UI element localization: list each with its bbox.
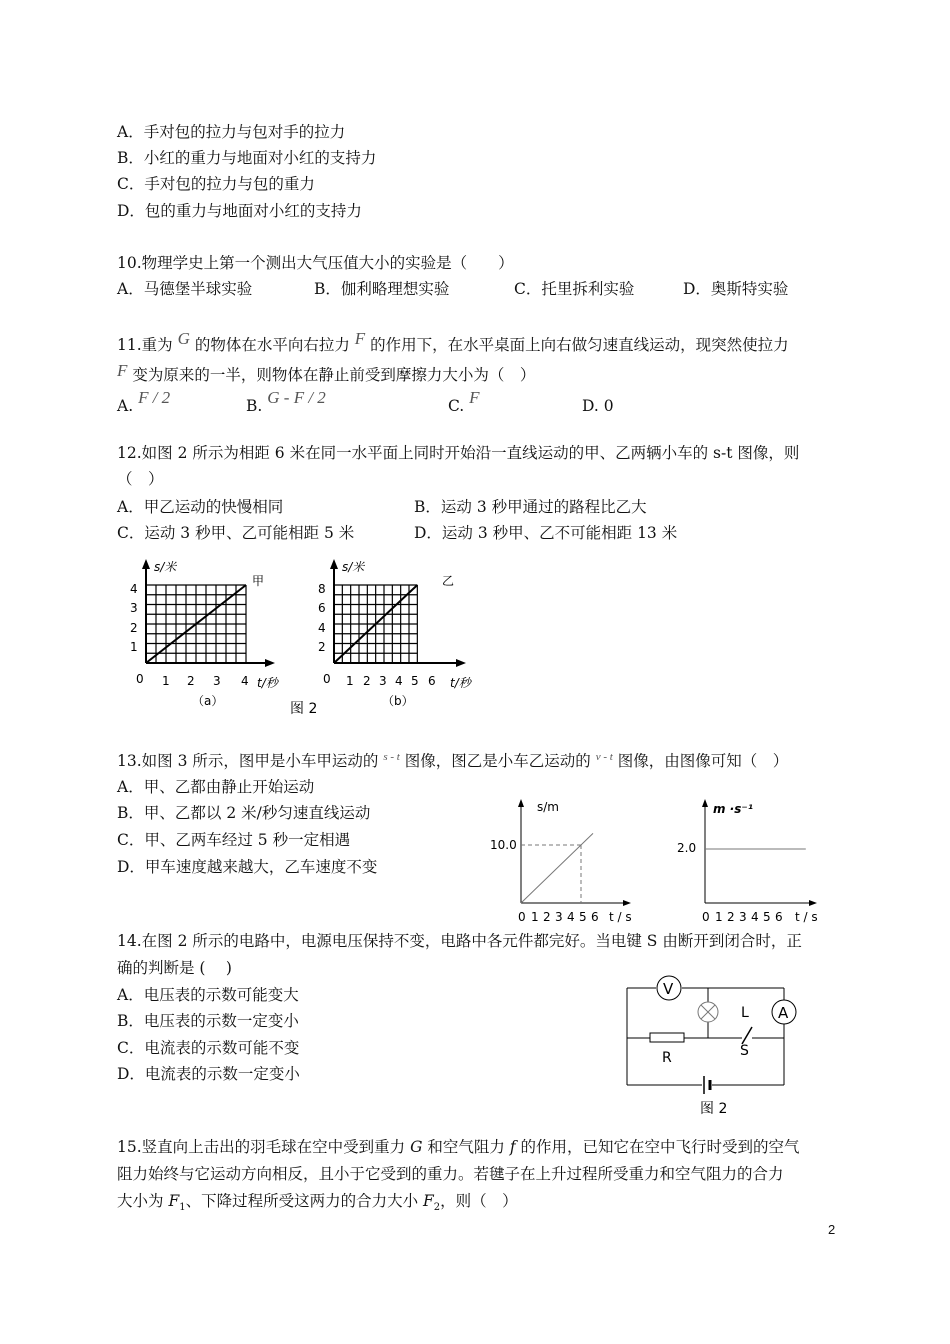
- q15-text-c: 的作用，已知它在空中飞行时受到的空气: [515, 1138, 800, 1156]
- q13-stem: [117, 750, 788, 774]
- q10-option-c: C．托里拆利实验: [514, 280, 635, 298]
- switch-icon: [742, 1027, 752, 1044]
- q10-option-b: B．伽利略理想实验: [314, 280, 450, 298]
- graph-b-origin: 0: [323, 672, 331, 686]
- q13-graph2-xlabel: t / s: [795, 910, 818, 924]
- q12-line-1: 12.如图 2 所示为相距 6 米在同一水平面上同时开始沿一直线运动的甲、乙两辆小车的 s-t 图像，则: [117, 444, 800, 462]
- q13-graph1-xtick-0: 0: [518, 910, 526, 924]
- q11-symbol-g: G: [177, 329, 190, 348]
- resistor-label: R: [662, 1050, 672, 1066]
- q13-graph1-xtick-2: 2: [543, 910, 551, 924]
- q13-graph2-y-arrow: [702, 799, 708, 807]
- q9-option-c: C．手对包的拉力与包的重力: [117, 175, 315, 193]
- q13-graph2-ytick: 2.0: [677, 841, 697, 855]
- graph-a-y-arrow: [142, 559, 150, 569]
- q13-graph1-ylabel: s/m: [537, 800, 559, 814]
- q14-line-2: 确的判断是 ( ): [117, 959, 232, 977]
- q15-line-2: 阻力始终与它运动方向相反，且小于它受到的重力。若毽子在上升过程所受重力和空气阻力的合力: [117, 1165, 784, 1183]
- q13-option-c: C．甲、乙两车经过 5 秒一定相遇: [117, 831, 351, 849]
- graph-a-ytick-4: 4: [130, 582, 138, 596]
- q11-text-c: 的作用下，在水平桌面上向右做匀速直线运动，现突然使拉力: [370, 336, 789, 354]
- ammeter-label: A: [778, 1004, 789, 1022]
- q13-figure: [485, 795, 845, 930]
- q12-option-b: B．运动 3 秒甲通过的路程比乙大: [414, 498, 647, 516]
- graph-b-xtick-4: 4: [395, 674, 403, 688]
- q13-graph2-x-arrow: [809, 900, 817, 906]
- q11-option-a: [117, 388, 171, 417]
- q15-line-3: [117, 1190, 518, 1219]
- q15-symbol-f1: F: [168, 1192, 180, 1210]
- graph-b-xtick-5: 5: [411, 674, 419, 688]
- graph-a-ytick-1: 1: [130, 640, 138, 654]
- q13-graph2-xtick-1: 1: [715, 910, 723, 924]
- q13-graph1-xtick-3: 3: [555, 910, 563, 924]
- graph-b-y-arrow: [330, 559, 338, 569]
- q14-option-c: C．电流表的示数可能不变: [117, 1039, 300, 1057]
- page-number: 2: [828, 1222, 836, 1237]
- graph-a-xtick-1: 1: [162, 674, 170, 688]
- graph-b-subcaption: （b）: [382, 694, 414, 708]
- q13-graph2-xtick-0: 0: [702, 910, 710, 924]
- graph-a-xtick-3: 3: [213, 674, 221, 688]
- q11-option-c-expr: F: [469, 388, 480, 407]
- q11-option-c-label: C.: [448, 397, 465, 415]
- q13-graph2-xtick-6: 6: [775, 910, 783, 924]
- q13-graph2-xtick-3: 3: [739, 910, 747, 924]
- q13-text-c: 图像，由图像可知（ ）: [617, 752, 789, 770]
- q12-figure: [120, 555, 500, 725]
- graph-a-name: 甲: [252, 574, 265, 588]
- q9-option-b: B．小红的重力与地面对小红的支持力: [117, 149, 377, 167]
- resistor-icon: [650, 1033, 684, 1042]
- switch-label: S: [740, 1043, 749, 1059]
- q15-text-c2: 、下降过程所受这两力的合力大小: [185, 1192, 424, 1210]
- q13-graph2-xticks: [702, 910, 783, 924]
- q11-text-a: 11.重为: [117, 336, 173, 354]
- graph-a-ytick-2: 2: [130, 621, 138, 635]
- q13-graph1-xticks: [518, 910, 599, 924]
- q14-circuit: [620, 975, 805, 1120]
- q12-option-d: D．运动 3 秒甲、乙不可能相距 13 米: [414, 524, 678, 542]
- q12-option-a: A．甲乙运动的快慢相同: [117, 498, 284, 516]
- q12-option-c: C．运动 3 秒甲、乙可能相距 5 米: [117, 524, 355, 542]
- q13-text-a: 13.如图 3 所示，图甲是小车甲运动的: [117, 752, 379, 770]
- q15-text-c3: ，则（ ）: [440, 1192, 518, 1210]
- q15-text-b: 和空气阻力: [422, 1138, 510, 1156]
- q14-option-b: B．电压表的示数一定变小: [117, 1012, 299, 1030]
- q9-option-d: D．包的重力与地面对小红的支持力: [117, 202, 362, 220]
- q13-graph1-line: [521, 833, 593, 903]
- q14-line-1: 14.在图 2 所示的电路中，电源电压保持不变，电路中各元件都完好。当电键 S 由断开到闭合时，正: [117, 932, 802, 950]
- q15-sub-2: 2: [433, 1202, 441, 1214]
- graph-a-xlabel: t/秒: [257, 676, 278, 690]
- graph-b-ylabel: s/米: [342, 560, 365, 574]
- graph-b-xtick-6: 6: [428, 674, 436, 688]
- q11-symbol-f2: F: [117, 361, 128, 380]
- q15-symbol-f: f: [509, 1138, 516, 1156]
- graph-a-x-arrow: [265, 659, 275, 667]
- q13-text-b: 图像，图乙是小车乙运动的: [404, 752, 591, 770]
- q15-text-c1: 大小为: [117, 1192, 169, 1210]
- q11-option-c: [448, 388, 480, 417]
- q13-graph1-xtick-6: 6: [591, 910, 599, 924]
- graph-a-xtick-2: 2: [187, 674, 195, 688]
- q13-graph1-xtick-5: 5: [579, 910, 587, 924]
- q11-option-a-label: A.: [117, 397, 134, 415]
- q13-graph2-xtick-5: 5: [763, 910, 771, 924]
- graph-b-xtick-1: 1: [346, 674, 354, 688]
- q15-sub-1: 1: [179, 1202, 186, 1214]
- voltmeter-label: V: [663, 980, 674, 998]
- q13-graph1-xlabel: t / s: [609, 910, 632, 924]
- graph-b-ytick-4: 4: [318, 621, 326, 635]
- q12-line-2: （ ）: [117, 470, 164, 488]
- q11-option-b-expr: G - F / 2: [267, 388, 326, 407]
- q15-symbol-f2: F: [423, 1192, 434, 1210]
- q14-option-a: A．电压表的示数可能变大: [117, 986, 299, 1004]
- graph-a-origin: 0: [136, 672, 144, 686]
- graph-b-x-arrow: [456, 659, 466, 667]
- lamp-label: L: [741, 1005, 749, 1021]
- q13-graph1-xtick-1: 1: [531, 910, 539, 924]
- q11-text-line2: 变为原来的一半，则物体在静止前受到摩擦力大小为（ ）: [132, 366, 536, 384]
- q15-text-a: 15.竖直向上击出的羽毛球在空中受到重力: [117, 1138, 411, 1156]
- graph-a-ytick-3: 3: [130, 601, 138, 615]
- q13-symbol-vt: v - t: [595, 751, 613, 763]
- graph-b-ytick-6: 6: [318, 601, 326, 615]
- q14-option-d: D．电流表的示数一定变小: [117, 1065, 300, 1083]
- q13-option-d: D．甲车速度越来越大，乙车速度不变: [117, 858, 378, 876]
- graph-b-ytick-2: 2: [318, 640, 326, 654]
- graph-b-xtick-3: 3: [379, 674, 387, 688]
- graph-a-ylabel: s/米: [154, 560, 177, 574]
- graph-b-name: 乙: [442, 574, 455, 588]
- q11-option-d: D. 0: [582, 397, 614, 415]
- q13-graph2-xtick-2: 2: [727, 910, 735, 924]
- graph-b-ytick-8: 8: [318, 582, 326, 596]
- q15-line-1: [117, 1136, 800, 1158]
- q13-graph2-xtick-4: 4: [751, 910, 759, 924]
- q13-graph1-xtick-4: 4: [567, 910, 575, 924]
- q11-option-b: [246, 388, 326, 417]
- q13-graph1-ytick: 10.0: [490, 838, 517, 852]
- q11-option-b-label: B.: [246, 397, 263, 415]
- figure-2-caption: 图 2: [290, 701, 318, 717]
- q11-text-b: 的物体在水平向右拉力: [194, 336, 350, 354]
- graph-a-subcaption: （a）: [192, 694, 224, 708]
- q13-graph1-x-arrow: [623, 900, 631, 906]
- circuit-caption: 图 2: [700, 1101, 728, 1117]
- graph-a-xtick-4: 4: [241, 674, 249, 688]
- q13-option-a: A．甲、乙都由静止开始运动: [117, 778, 315, 796]
- graph-b-xtick-2: 2: [363, 674, 371, 688]
- q11-line-2: [117, 361, 536, 386]
- q11-symbol-f: F: [354, 329, 366, 348]
- q10-stem: 10.物理学史上第一个测出大气压值大小的实验是（ ）: [117, 254, 514, 272]
- q13-option-b: B．甲、乙都以 2 米/秒匀速直线运动: [117, 804, 371, 822]
- q10-option-a: A．马德堡半球实验: [117, 280, 253, 298]
- q13-symbol-st: s - t: [383, 751, 400, 763]
- q11-option-a-expr: F / 2: [138, 388, 171, 407]
- q15-symbol-g: G: [410, 1138, 423, 1156]
- q9-option-a: A．手对包的拉力与包对手的拉力: [117, 123, 346, 141]
- graph-b-xlabel: t/秒: [450, 676, 471, 690]
- q11-line-1: [117, 329, 789, 356]
- q13-graph1-y-arrow: [518, 799, 524, 807]
- q13-graph2-ylabel: m ·s⁻¹: [713, 802, 753, 816]
- q10-option-d: D．奥斯特实验: [683, 280, 789, 298]
